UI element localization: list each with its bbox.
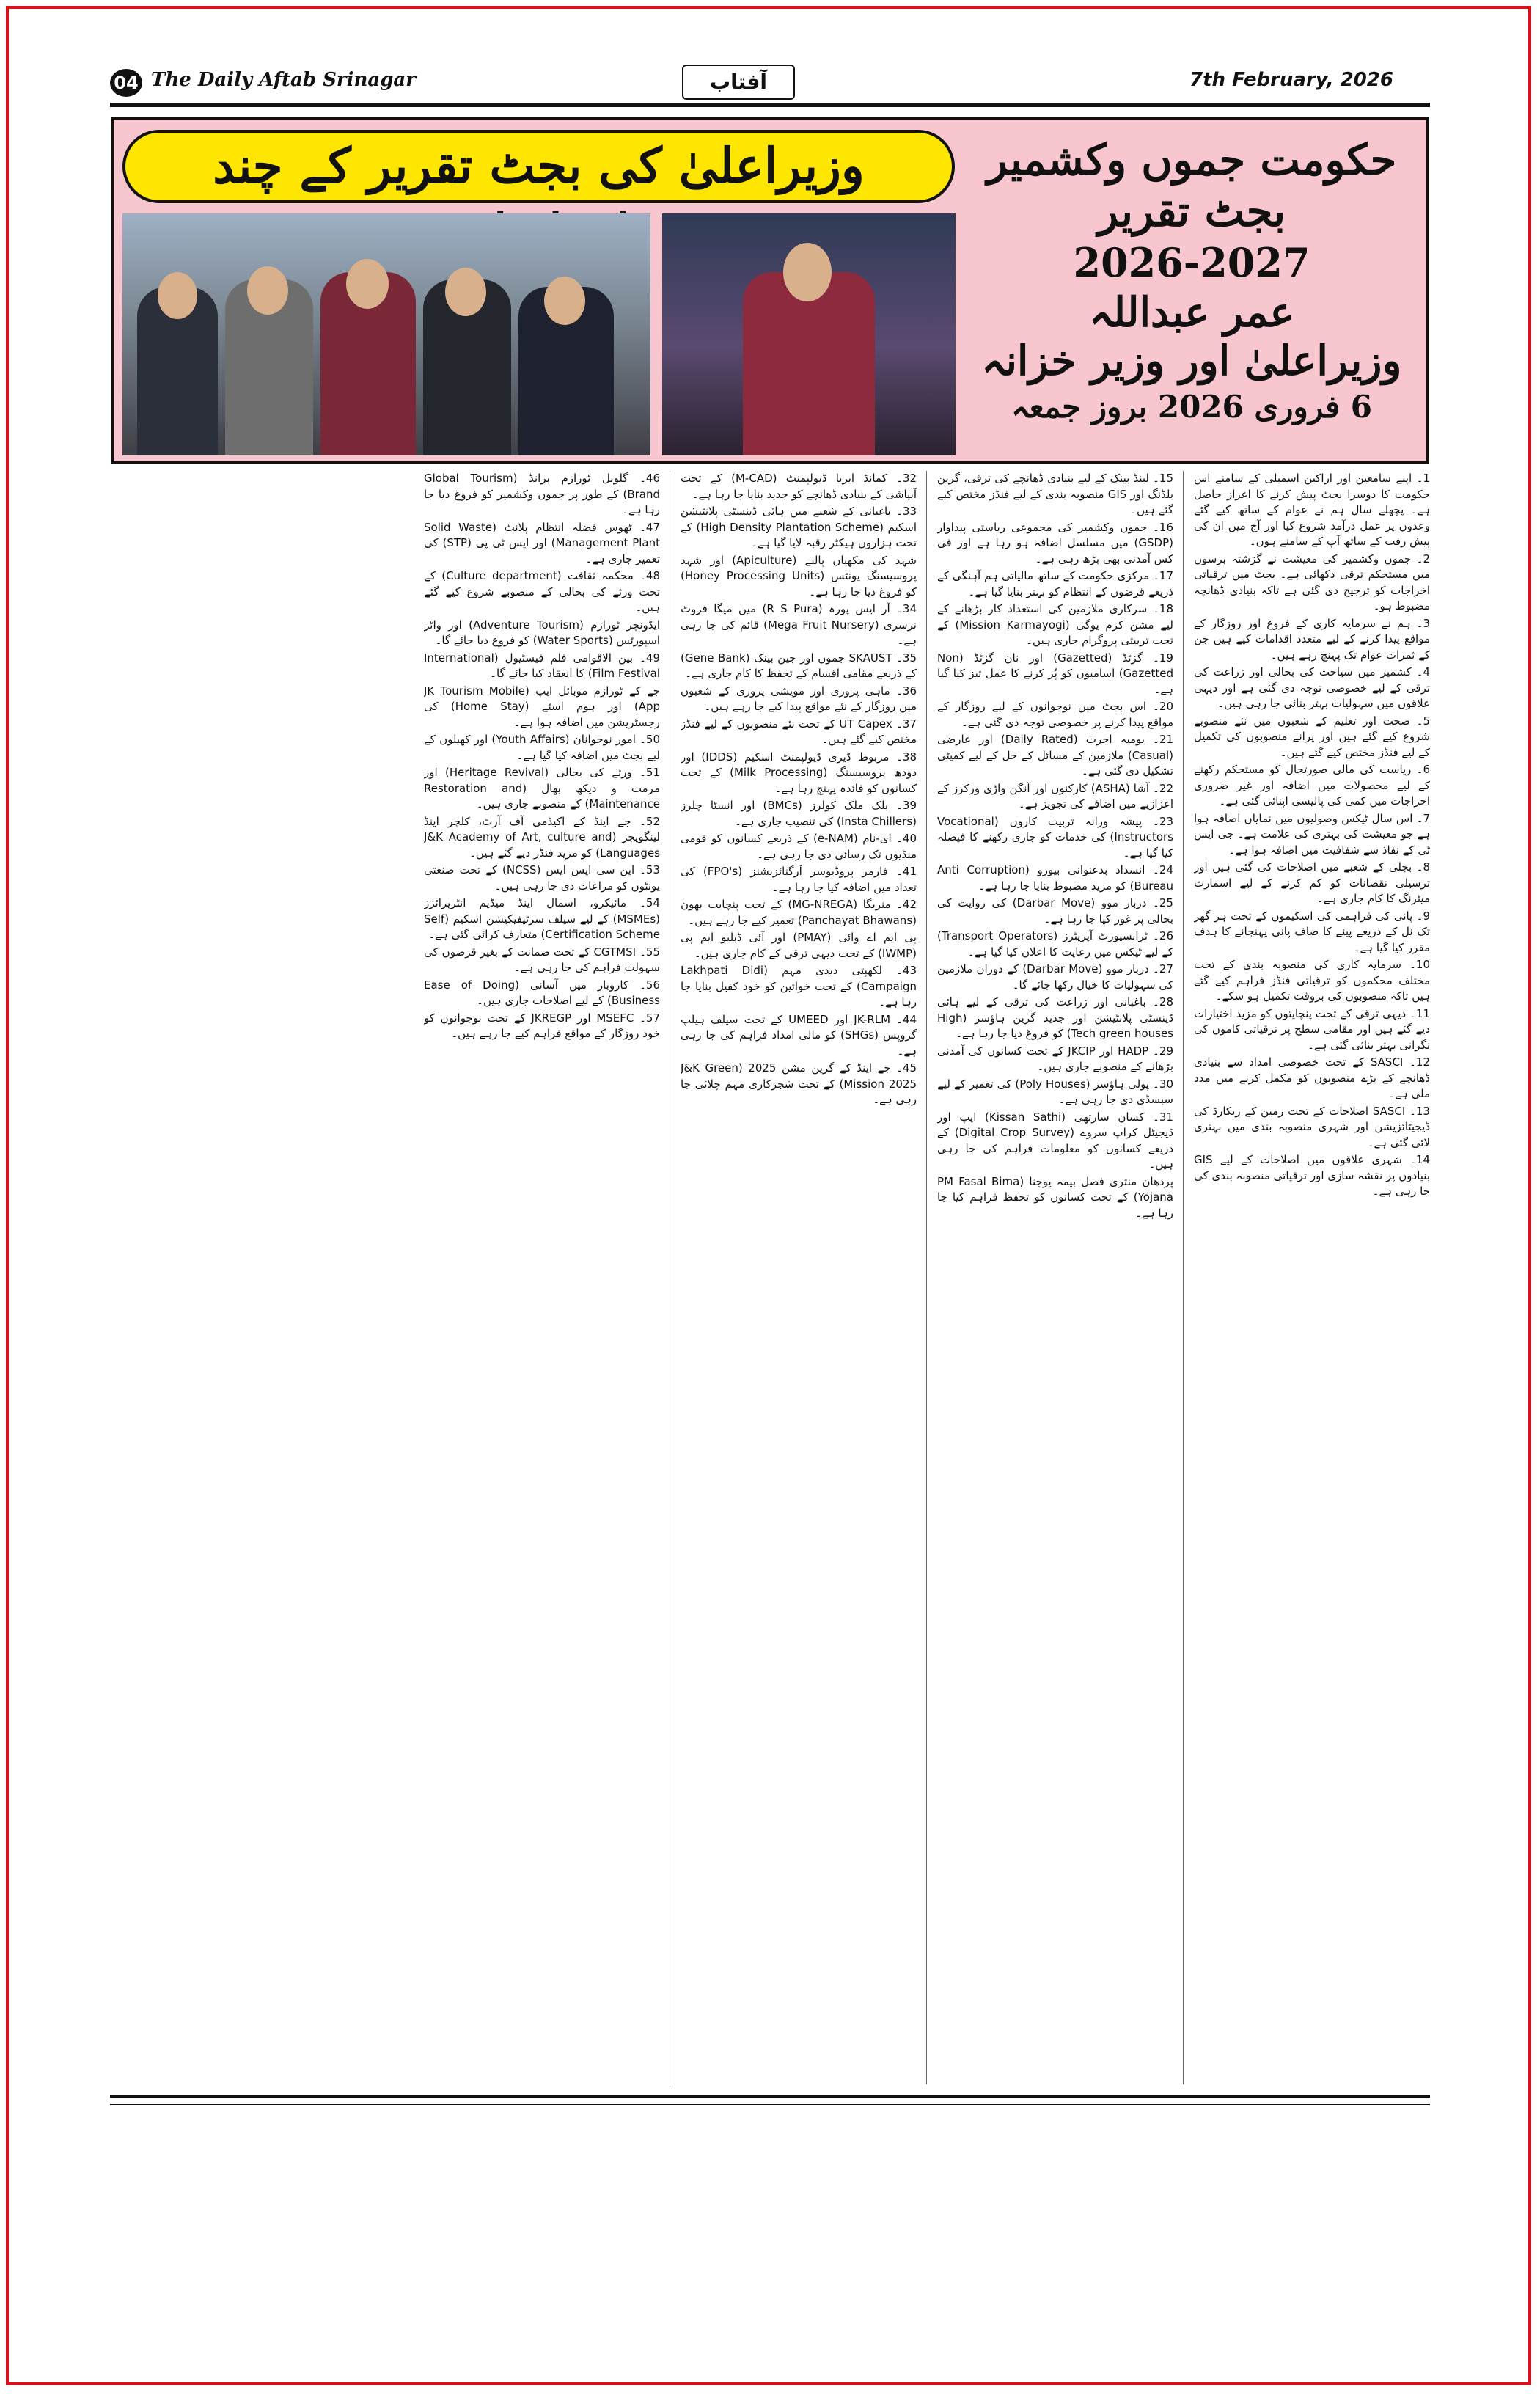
article-paragraph: 33۔ باغبانی کے شعبے میں ہائی ڈینسٹی پلانٹیشن اسکیم (High Density Plantation Scheme) کے تحت ہزاروں ہیکٹر رقبہ لایا گیا ہے۔ (681, 505, 917, 549)
budget-feature-box (111, 117, 1429, 464)
article-paragraph: 35۔ SKAUST جموں اور جین بینک (Gene Bank) کے ذریعے مقامی اقسام کے تحفظ کا کام جاری ہے۔ (681, 651, 917, 680)
article-paragraph: 2۔ جموں وکشمیر کی معیشت نے گزشتہ برسوں میں مستحکم ترقی دکھائی ہے۔ بجٹ میں ترقیاتی اخراجات کو ترجیح دی گئی ہے تاکہ بنیادی ڈھانچہ مضبوط ہو۔ (1194, 552, 1430, 612)
column-divider (1183, 471, 1184, 2084)
person-head (158, 272, 197, 319)
article-paragraph: 55۔ CGTMSI کے تحت ضمانت کے بغیر قرضوں کی سہولت فراہم کی جا رہی ہے۔ (424, 945, 660, 974)
article-paragraph: 38۔ مربوط ڈیری ڈیولپمنٹ اسکیم (IDDS) اور دودھ پروسیسنگ (Milk Processing) کے تحت کسانوں کو فائدہ پہنچ رہا ہے۔ (681, 750, 917, 795)
article-paragraph: ایڈونچر ٹورازم (Adventure Tourism) اور واٹر اسپورٹس (Water Sports) کو فروغ دیا جائے گا۔ (424, 618, 660, 647)
article-paragraph: 47۔ ٹھوس فضلہ انتظام پلانٹ (Solid Waste Management Plant) اور ایس ٹی پی (STP) کی تعمیر جاری ہے۔ (424, 520, 660, 565)
article-paragraph: 45۔ جے اینڈ کے گرین مشن 2025 (J&K Green Mission 2025) کے تحت شجرکاری مہم چلائی جا رہی ہے۔ (681, 1061, 917, 1106)
article-paragraph: 12۔ SASCI کے تحت خصوصی امداد سے بنیادی ڈھانچے کے بڑے منصوبوں کو مکمل کرنے میں مدد ملی ہے۔ (1194, 1055, 1430, 1100)
article-paragraph: 26۔ ٹرانسپورٹ آپریٹرز (Transport Operators) کے لیے ٹیکس میں رعایت کا اعلان کیا گیا ہے۔ (937, 929, 1173, 959)
article-paragraph: 49۔ بین الاقوامی فلم فیسٹیول (International Film Festival) کا انعقاد کیا جائے گا۔ (424, 651, 660, 680)
title-government: حکومت جموں وکشمیر (986, 135, 1397, 185)
column-1 (1194, 471, 1430, 2084)
article-paragraph: 1۔ اپنے سامعین اور اراکین اسمبلی کے سامنے اس حکومت کا دوسرا بجٹ پیش کرنے کا اعزاز حاصل ہے۔ پچھلے سال ہم نے عوام کے ساتھ کیے گئے وعدوں پر عمل درآمد شروع کیا اور آج میں ان کی پیش رفت کے ساتھ آپ کے سامنے ہوں۔ (1194, 472, 1430, 548)
budget-title-block (964, 130, 1419, 453)
article-paragraph: 16۔ جموں وکشمیر کی مجموعی ریاستی پیداوار (GSDP) میں مسلسل اضافہ ہو رہا ہے اور فی کس آمدنی بھی بڑھ رہی ہے۔ (937, 520, 1173, 565)
feature-banner: وزیراعلیٰ کی بجٹ تقریر کے چند (122, 130, 955, 203)
article-paragraph: 6۔ ریاست کی مالی صورتحال کو مستحکم رکھنے کے لیے محصولات میں اضافہ اور غیر ضروری اخراجات میں کمی کی پالیسی اپنائی گئی ہے۔ (1194, 763, 1430, 808)
masthead-logo: آفتاب (682, 65, 795, 100)
title-budget-speech: بجٹ تقریر (1097, 186, 1286, 236)
person-head (247, 266, 288, 315)
article-paragraph: 9۔ پانی کی فراہمی کی اسکیموں کے تحت ہر گھر تک نل کے ذریعے پینے کا صاف پانی پہنچانے کا ہدف مقرر کیا گیا ہے۔ (1194, 909, 1430, 954)
article-paragraph: 20۔ اس بجٹ میں نوجوانوں کے لیے روزگار کے مواقع پیدا کرنے پر خصوصی توجہ دی گئی ہے۔ (937, 700, 1173, 729)
footer-rule (110, 2095, 1430, 2098)
person-head (783, 243, 832, 301)
article-paragraph: 44۔ JK-RLM اور UMEED کے تحت سیلف ہیلپ گروپس (SHGs) کو مالی امداد فراہم کی جا رہی ہے۔ (681, 1012, 917, 1058)
column-3 (681, 471, 917, 2084)
article-paragraph: 32۔ کمانڈ ایریا ڈیولپمنٹ (M-CAD) کے تحت آبپاشی کے بنیادی ڈھانچے کو جدید بنایا جا رہا ہے۔ (681, 472, 917, 501)
article-paragraph: 15۔ لینڈ بینک کے لیے بنیادی ڈھانچے کی ترقی، گرین بلڈنگ اور GIS منصوبہ بندی کے لیے فنڈز مختص کیے گئے ہیں۔ (937, 472, 1173, 516)
title-role: وزیراعلیٰ اور وزیر خزانہ (981, 337, 1402, 385)
article-paragraph: 28۔ باغبانی اور زراعت کی ترقی کے لیے ہائی ڈینسٹی پلانٹیشن اور جدید گرین ہاؤسز (High Tech green houses) کو فروغ دیا جا رہا ہے۔ (937, 995, 1173, 1040)
article-paragraph: 19۔ گزٹڈ (Gazetted) اور نان گزٹڈ (Non Gazetted) اسامیوں کو پُر کرنے کا عمل تیز کیا گیا ہے۔ (937, 651, 1173, 696)
article-paragraph: 46۔ گلوبل ٹورازم برانڈ (Global Tourism Brand) کے طور پر جموں وکشمیر کو فروغ دیا جا رہا ہے۔ (424, 472, 660, 516)
article-paragraph: 34۔ آر ایس پورہ (R S Pura) میں میگا فروٹ نرسری (Mega Fruit Nursery) قائم کی جا رہی ہے۔ (681, 602, 917, 647)
page-number: 04 (110, 69, 142, 97)
article-paragraph: 11۔ دیہی ترقی کے تحت پنچایتوں کو مزید اختیارات دیے گئے ہیں اور مقامی سطح پر ترقیاتی کاموں کی نگرانی بہتر بنائی گئی ہے۔ (1194, 1006, 1430, 1052)
article-paragraph: 8۔ بجلی کے شعبے میں اصلاحات کی گئی ہیں اور ترسیلی نقصانات کو کم کرنے کے لیے اسمارٹ میٹرنگ کا کام جاری ہے۔ (1194, 860, 1430, 905)
article-paragraph: 10۔ سرمایہ کاری کی منصوبہ بندی کے تحت مختلف محکموں کو ترقیاتی فنڈز فراہم کیے گئے ہیں تاکہ منصوبوں کی بروقت تکمیل ہو سکے۔ (1194, 958, 1430, 1003)
article-paragraph: 23۔ پیشہ ورانہ تربیت کاروں (Vocational Instructors) کی خدمات کو جاری رکھنے کا فیصلہ کیا گیا ہے۔ (937, 814, 1173, 860)
person-head (544, 277, 585, 325)
article-paragraph: 18۔ سرکاری ملازمین کی استعداد کار بڑھانے کے لیے مشن کرم یوگی (Mission Karmayogi) کے تحت تربیتی پروگرام جاری ہیں۔ (937, 602, 1173, 647)
article-paragraph: 25۔ دربار موو (Darbar Move) کی روایت کی بحالی پر غور کیا جا رہا ہے۔ (937, 896, 1173, 926)
article-paragraph: 13۔ SASCI اصلاحات کے تحت زمین کے ریکارڈ کی ڈیجیٹائزیشن اور شہری منصوبہ بندی میں بہتری لائی گئی ہے۔ (1194, 1104, 1430, 1149)
article-paragraph: 3۔ ہم نے سرمایہ کاری کے فروغ اور روزگار کے مواقع پیدا کرنے کے لیے متعدد اقدامات کیے ہیں جن کے ثمرات عوام تک پہنچ رہے ہیں۔ (1194, 616, 1430, 662)
article-paragraph: 24۔ انسداد بدعنوانی بیورو (Anti Corruption Bureau) کو مزید مضبوط بنایا جا رہا ہے۔ (937, 863, 1173, 893)
column-divider (926, 471, 927, 2084)
article-paragraph: 7۔ اس سال ٹیکس وصولیوں میں نمایاں اضافہ ہوا ہے جو معیشت کی بہتری کی علامت ہے۔ جی ایس ٹی کے نفاذ سے شفافیت میں اضافہ ہوا ہے۔ (1194, 811, 1430, 857)
article-paragraph: 51۔ ورثے کی بحالی (Heritage Revival) اور مرمت و دیکھ بھال (Restoration and Maintenance) کے منصوبے جاری ہیں۔ (424, 766, 660, 810)
article-paragraph: 41۔ فارمر پروڈیوسر آرگنائزیشنز (FPO's) کی تعداد میں اضافہ کیا جا رہا ہے۔ (681, 865, 917, 894)
article-paragraph: 48۔ محکمہ ثقافت (Culture department) کے تحت ورثے کی بحالی کے منصوبے شروع کیے گئے ہیں۔ (424, 569, 660, 614)
paper-name: The Daily Aftab Srinagar (151, 69, 416, 91)
article-paragraph: 14۔ شہری علاقوں میں اصلاحات کے لیے GIS بنیادوں پر نقشہ سازی اور ترقیاتی منصوبہ بندی کی جا رہی ہے۔ (1194, 1153, 1430, 1198)
article-paragraph: 53۔ این سی ایس ایس (NCSS) کے تحت صنعتی یونٹوں کو مراعات دی جا رہی ہیں۔ (424, 863, 660, 893)
article-paragraph: 56۔ کاروبار میں آسانی (Ease of Doing Business) کے لیے اصلاحات جاری ہیں۔ (424, 978, 660, 1007)
podium-photo (662, 213, 956, 455)
article-paragraph: 37۔ UT Capex کے تحت نئے منصوبوں کے لیے فنڈز مختص کیے گئے ہیں۔ (681, 717, 917, 746)
header-rule (110, 103, 1430, 107)
issue-date: 7th February, 2026 (1189, 69, 1393, 91)
article-paragraph: 42۔ منریگا (MG-NREGA) کے تحت پنچایت بھون (Panchayat Bhawans) تعمیر کیے جا رہے ہیں۔ (681, 898, 917, 927)
person-head (346, 259, 389, 309)
group-photo (122, 213, 650, 455)
article-paragraph: شہد کی مکھیاں پالنے (Apiculture) اور شہد پروسیسنگ یونٹس (Honey Processing Units) کو فروغ دیا جا رہا ہے۔ (681, 553, 917, 598)
article-paragraph: 17۔ مرکزی حکومت کے ساتھ مالیاتی ہم آہنگی کے ذریعے قرضوں کے انتظام کو بہتر بنایا گیا ہے۔ (937, 569, 1173, 598)
article-paragraph: 21۔ یومیہ اجرت (Daily Rated) اور عارضی (Casual) ملازمین کے مسائل کے حل کے لیے کمیٹی تشکیل دی گئی ہے۔ (937, 733, 1173, 777)
article-paragraph: جے کے ٹورازم موبائل ایپ (JK Tourism Mobile App) اور ہوم اسٹے (Home Stay) کی رجسٹریشن میں اضافہ ہوا ہے۔ (424, 684, 660, 729)
article-paragraph: 57۔ MSEFC اور JKREGP کے تحت نوجوانوں کو خود روزگار کے مواقع فراہم کیے جا رہے ہیں۔ (424, 1011, 660, 1040)
title-date: 6 فروری 2026 بروز جمعہ (1011, 389, 1372, 425)
article-paragraph: 22۔ آشا (ASHA) کارکنوں اور آنگن واڑی ورکرز کے اعزازیے میں اضافے کی تجویز ہے۔ (937, 781, 1173, 810)
footer-rule (110, 2104, 1430, 2105)
article-paragraph: 29۔ HADP اور JKCIP کے تحت کسانوں کی آمدنی بڑھانے کے منصوبے جاری ہیں۔ (937, 1044, 1173, 1073)
article-paragraph: 52۔ جے اینڈ کے اکیڈمی آف آرٹ، کلچر اینڈ لینگویجز (J&K Academy of Art, culture and Languages) کو مزید فنڈز دیے گئے ہیں۔ (424, 814, 660, 860)
title-year: 2026-2027 (1073, 239, 1310, 286)
article-paragraph: 30۔ پولی ہاؤسز (Poly Houses) کی تعمیر کے لیے سبسڈی دی جا رہی ہے۔ (937, 1077, 1173, 1106)
article-paragraph: 40۔ ای-نام (e-NAM) کے ذریعے کسانوں کو قومی منڈیوں تک رسائی دی جا رہی ہے۔ (681, 832, 917, 861)
column-4 (424, 471, 660, 2084)
article-columns (110, 471, 1430, 2084)
article-paragraph: 39۔ بلک ملک کولرز (BMCs) اور انسٹا چلرز (Insta Chillers) کی تنصیب جاری ہے۔ (681, 799, 917, 828)
title-name: عمر عبداللہ (1089, 288, 1294, 337)
article-paragraph: 5۔ صحت اور تعلیم کے شعبوں میں نئے منصوبے شروع کیے گئے ہیں اور پرانے منصوبوں کی تکمیل کے لیے فنڈز مختص کیے گئے ہیں۔ (1194, 714, 1430, 759)
person-head (445, 268, 486, 316)
article-paragraph: 43۔ لکھپتی دیدی مہم (Lakhpati Didi Campaign) کے تحت خواتین کو خود کفیل بنایا جا رہا ہے۔ (681, 964, 917, 1009)
article-paragraph: 27۔ دربار موو (Darbar Move) کے دوران ملازمین کی سہولیات کا خیال رکھا جائے گا۔ (937, 962, 1173, 992)
article-paragraph: پردھان منتری فصل بیمہ یوجنا (PM Fasal Bima Yojana) کے تحت کسانوں کو تحفظ فراہم کیا جا رہا ہے۔ (937, 1174, 1173, 1220)
article-paragraph: 4۔ کشمیر میں سیاحت کی بحالی اور زراعت کی ترقی کے لیے خصوصی توجہ دی گئی ہے اور دیہی علاقوں میں سہولیات بہتر بنائی جا رہی ہیں۔ (1194, 665, 1430, 710)
article-paragraph: 50۔ امور نوجوانان (Youth Affairs) اور کھیلوں کے لیے بجٹ میں اضافہ کیا گیا ہے۔ (424, 733, 660, 762)
article-paragraph: 36۔ ماہی پروری اور مویشی پروری کے شعبوں میں روزگار کے نئے مواقع پیدا کیے جا رہے ہیں۔ (681, 684, 917, 713)
article-paragraph: پی ایم اے وائی (PMAY) اور آئی ڈبلیو ایم پی (IWMP) کے تحت دیہی ترقی کے کام جاری ہیں۔ (681, 931, 917, 960)
article-paragraph: 54۔ مائیکرو، اسمال اینڈ میڈیم انٹرپرائزز (MSMEs) کے لیے سیلف سرٹیفیکیشن اسکیم (Self Certification Scheme) متعارف کرائی گئی ہے۔ (424, 896, 660, 941)
article-paragraph: 31۔ کسان سارتھی (Kissan Sathi) ایپ اور ڈیجیٹل کراپ سروے (Digital Crop Survey) کے ذریعے کسانوں کو معلومات فراہم کی جا رہی ہیں۔ (937, 1110, 1173, 1171)
column-2 (937, 471, 1173, 2084)
